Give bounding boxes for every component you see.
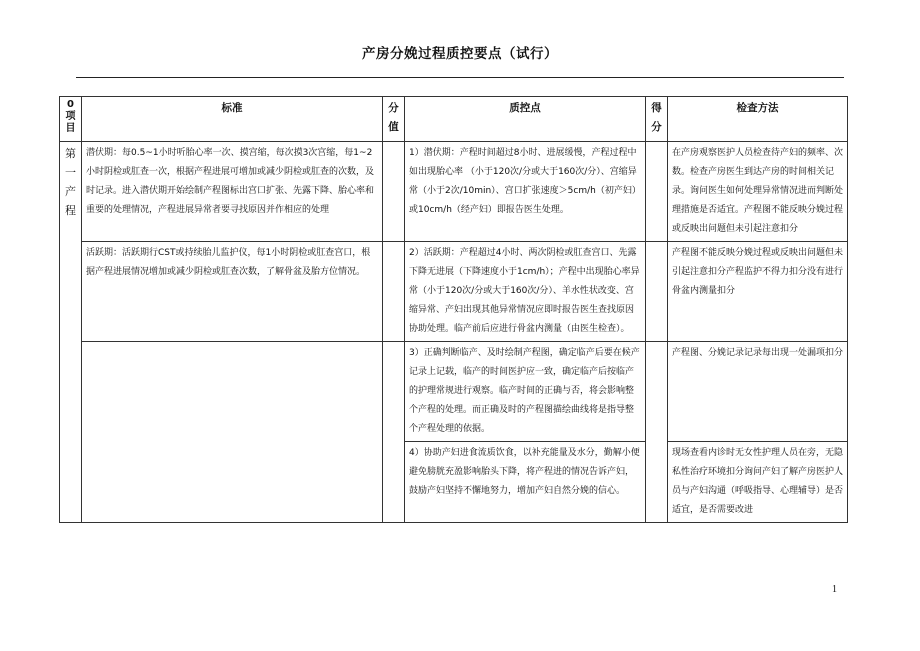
control-cell: 1）潜伏期：产程时间超过8小时、进展缓慢，产程过程中如出现胎心率 （小于120次/分或大于160次/分）、宫缩异常（小于2次/10min）、宫口扩张速度＞5cm/h（初产妇）或10cm/h（经产妇）即报告医生处理。 [405,142,646,242]
stage-char: 程 [65,204,76,217]
header-got-char1: 得 [651,102,662,114]
header-got [646,97,668,142]
title-divider [76,77,844,78]
header-method: 检查方法 [668,97,848,142]
method-cell: 在产房观察医护人员检查待产妇的频率、次数。检查产房医生到达产房的时间相关记录。询问医生如何处理异常情况进而判断处理措施是否适宜。产程图不能反映分娩过程或反映出问题但未引起注意扣分 [668,142,848,242]
table-row [60,342,848,442]
got-cell [646,142,668,242]
stage-char: 第 [65,147,76,160]
page-number: 1 [832,584,837,595]
header-row [60,97,848,142]
table-row [60,242,848,342]
stage-char: 一 [65,166,76,179]
header-score-char2: 值 [388,121,399,133]
method-cell: 现场查看内诊时无女性护理人员在旁，无隐私性治疗环境扣分询问产妇了解产房医护人员与产妇沟通（呼吸指导、心理辅导）是否适宜，是否需要改进 [668,442,848,523]
standard-cell: 潜伏期：每0.5~1小时听胎心率一次、摸宫缩，每次摸3次宫缩，每1~2小时阴检或肛查一次，根据产程进展可增加或减少阴检或肛查的次数，及时记录。进入潜伏期开始绘制产程图标出宫口扩张、先露下降、胎心率和重要的处理情况，产程进展异常者要寻找原因并作相应的处理 [82,142,383,242]
score-cell [383,342,405,523]
header-score-char1: 分 [388,102,399,114]
table-row [60,142,848,242]
control-cell: 3）正确判断临产、及时绘制产程图，确定临产后要在候产记录上记载，临产的时间医护应一致，确定临产后按临产的护理常规进行观察。临产时间的正确与否，将会影响整个产程的处理。而正确及时的产程图描绘曲线将是指导整个产程处理的依据。 [405,342,646,442]
header-item-char1: 项 [65,111,76,122]
standard-cell-empty [82,342,383,523]
header-item-char2: 目 [65,123,76,134]
header-standard: 标准 [82,97,383,142]
score-cell [383,242,405,342]
header-got-char2: 分 [651,121,662,133]
stage-char: 产 [65,185,76,198]
header-control: 质控点 [405,97,646,142]
score-cell [383,142,405,242]
document-title: 产房分娩过程质控要点（试行） [362,46,558,62]
got-cell [646,342,668,523]
method-cell: 产程图不能反映分娩过程或反映出问题但未引起注意扣分产程监护不得力扣分没有进行骨盆内测量扣分 [668,242,848,342]
header-item [60,97,82,142]
quality-control-table [59,96,848,523]
control-cell: 2）活跃期：产程超过4小时、两次阴检或肛查宫口、先露下降无进展（下降速度小于1cm/h）；产程中出现胎心率异常（小于120次/分或大于160次/分）、羊水性状改变、宫缩异常、产妇出现其他异常情况应即时报告医生查找原因协助处理。临产前后应进行骨盆内测量（由医生检查）。 [405,242,646,342]
header-item-zero: 0 [67,99,74,110]
method-cell: 产程图、分娩记录记录每出现一处漏项扣分 [668,342,848,442]
control-cell: 4）协助产妇进食流质饮食，以补充能量及水分，勤解小便避免膀胱充盈影响胎头下降，将产程进的情况告诉产妇，鼓励产妇坚持不懈地努力，增加产妇自然分娩的信心。 [405,442,646,523]
got-cell [646,242,668,342]
header-score [383,97,405,142]
standard-cell: 活跃期：活跃期行CST或持续胎儿监护仪，每1小时阴检或肛查宫口，根据产程进展情况增加或减少阴检或肛查次数，了解骨盆及胎方位情况。 [82,242,383,342]
stage-label-cell [60,142,82,523]
